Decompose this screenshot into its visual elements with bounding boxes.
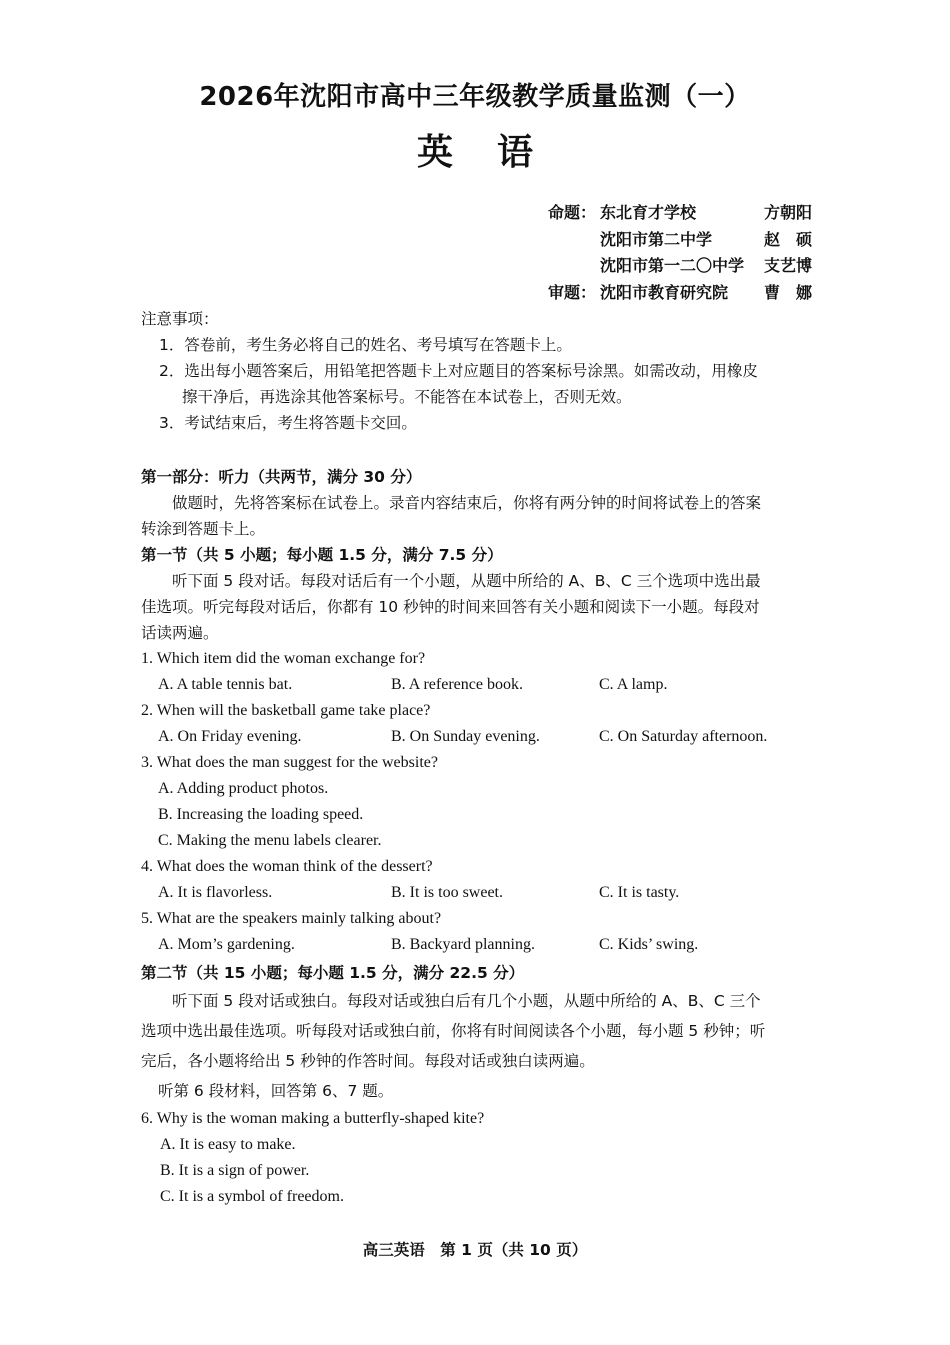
option-c: C. It is tasty. [599,884,680,901]
section1-heading: 第一节（共 5 小题；每小题 1.5 分，满分 7.5 分） [141,546,503,564]
section2-heading: 第二节（共 15 小题；每小题 1.5 分，满分 22.5 分） [141,964,525,982]
section2-intro-cont: 选项中选出最佳选项。听每段对话或独白前，你将有时间阅读各个小题，每小题 5 秒钟；听 [141,1022,766,1040]
section2-intro-cont: 完后，各小题将给出 5 秒钟的作答时间。每段对话或独白读两遍。 [141,1052,595,1070]
option-b: B. Increasing the loading speed. [158,806,364,823]
part1-intro: 做题时，先将答案标在试卷上。录音内容结束后，你将有两分钟的时间将试卷上的答案 [172,494,762,512]
question-5-stem: 5. What are the speakers mainly talking about? [141,910,442,927]
option-a: A. Mom’s gardening. [158,936,295,953]
option-a: A. A table tennis bat. [158,676,293,693]
option-a: A. On Friday evening. [158,728,302,745]
credit-name: 赵 硕 [764,229,813,249]
part1-block [141,464,816,958]
option-c: C. A lamp. [599,676,668,693]
option-b: B. It is a sign of power. [160,1162,310,1179]
question-6-stem: 6. Why is the woman making a butterfly-shaped kite? [141,1110,485,1127]
credit-row [548,280,818,307]
notice-item-2: 2．选出每小题答案后，用铅笔把答题卡上对应题目的答案标号涂黑。如需改动，用橡皮 [159,362,758,380]
question-3-stem: 3. What does the man suggest for the website? [141,754,438,771]
credits-block [548,200,818,306]
notice-item-3: 3．考试结束后，考生将答题卡交回。 [159,414,417,432]
credit-label: 命题： [548,203,597,222]
section2-intro: 听下面 5 段对话或独白。每段对话或独白后有几个小题，从题中所给的 A、B、C 三个 [172,992,761,1010]
option-a: A. It is flavorless. [158,884,273,901]
option-c: C. Kids’ swing. [599,936,699,953]
credit-name: 方朝阳 [764,203,813,222]
option-b: B. On Sunday evening. [391,728,540,745]
credit-row [548,200,818,227]
question-1-options [141,672,816,698]
question-4-stem: 4. What does the woman think of the dessert? [141,858,433,875]
option-b: B. It is too sweet. [391,884,503,901]
subject-title: 英语 [416,132,577,173]
section1-intro-cont: 佳选项。听完每段对话后，你都有 10 秒钟的时间来回答有关小题和阅读下一小题。每段对 [141,598,760,616]
question-2-stem: 2. When will the basketball game take place? [141,702,431,719]
credit-org: 沈阳市教育研究院 [600,282,729,302]
question-6-block [141,1106,816,1210]
notice-item-2-cont: 擦干净后，再选涂其他答案标号。不能答在本试卷上，否则无效。 [182,388,632,406]
credit-name: 支艺博 [764,256,813,275]
section1-intro-cont: 话读两遍。 [141,624,219,642]
credit-org: 东北育才学校 [600,203,697,222]
exam-title: 2026年沈阳市高中三年级教学质量监测（一） [199,82,751,112]
question-4-options [141,880,816,906]
credit-name: 曹 娜 [764,282,813,302]
option-b: B. Backyard planning. [391,936,535,953]
part1-heading: 第一部分：听力（共两节，满分 30 分） [141,468,422,486]
credit-label [548,253,600,280]
notice-heading: 注意事项： [141,310,219,328]
option-c: C. It is a symbol of freedom. [160,1188,344,1205]
question-2-options [141,724,816,750]
question-5-options [141,932,816,958]
page-footer: 高三英语 第 1 页（共 10 页） [362,1241,588,1259]
part1-intro-cont: 转涂到答题卡上。 [141,520,266,538]
credit-row [548,253,818,280]
option-b: B. A reference book. [391,676,523,693]
section2-block [141,958,816,1106]
credit-org: 沈阳市第一二〇中学 [600,256,745,275]
section1-intro: 听下面 5 段对话。每段对话后有一个小题，从题中所给的 A、B、C 三个选项中选出最 [172,572,761,590]
option-a: A. It is easy to make. [160,1136,296,1153]
credit-label [548,227,600,254]
question-1-stem: 1. Which item did the woman exchange for? [141,650,426,667]
option-c: C. On Saturday afternoon. [599,728,768,745]
credit-org: 沈阳市第二中学 [600,229,713,249]
material-6-instruction: 听第 6 段材料，回答第 6、7 题。 [158,1082,394,1100]
credit-label: 审题： [548,282,597,302]
credit-row [548,227,818,254]
option-a: A. Adding product photos. [158,780,329,797]
option-c: C. Making the menu labels clearer. [158,832,382,849]
notice-item-1: 1．答卷前，考生务必将自己的姓名、考号填写在答题卡上。 [159,336,572,354]
notice-block [141,306,816,436]
